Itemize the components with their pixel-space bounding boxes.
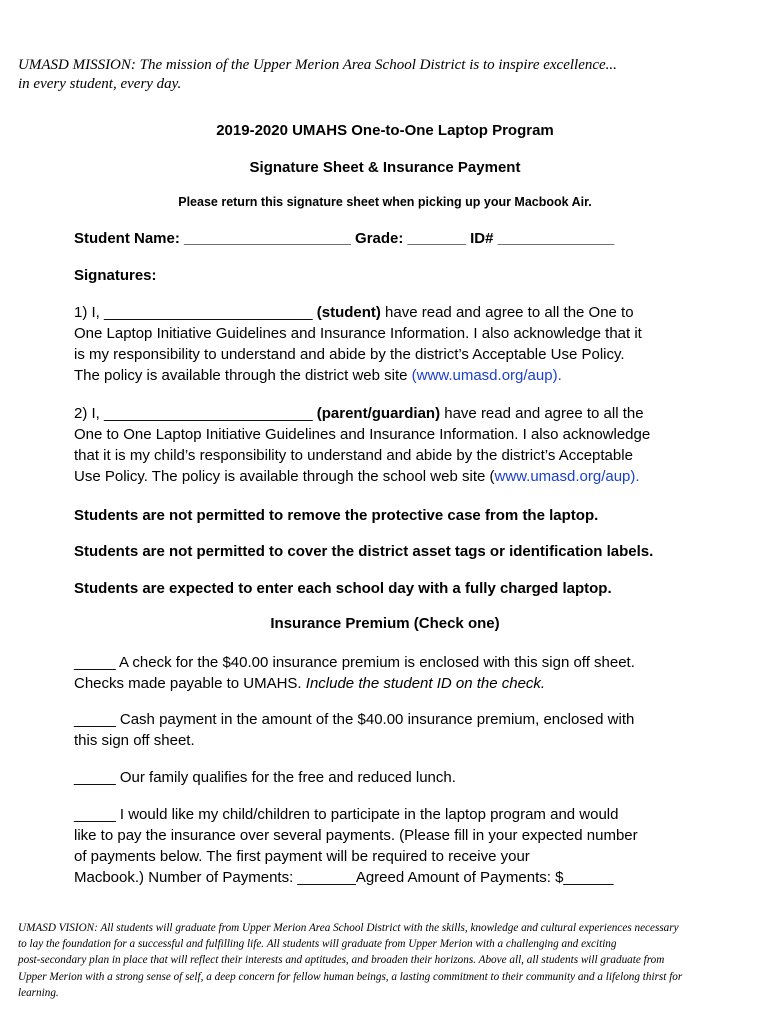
option-payments-line-1: _____ I would like my child/children to participate in the laptop program and would <box>74 806 619 823</box>
parent-signature-line-1 <box>74 403 704 424</box>
insurance-option-check <box>74 652 704 694</box>
insurance-option-free-lunch <box>74 767 704 788</box>
parent-line4-prefix: Use Policy. The policy is available through the school web site ( <box>74 468 495 485</box>
option-payments-line-3: of payments below. The first payment will be required to receive your <box>74 848 530 865</box>
student-signature-prefix: 1) I, _________________________ <box>74 304 317 321</box>
vision-statement <box>18 920 768 1001</box>
student-info-line: Student Name: ____________________ Grade: _______ ID# ______________ <box>74 230 615 247</box>
mission-statement <box>18 56 758 94</box>
mission-line-2: in every student, every day. <box>18 76 182 92</box>
rule-protective-case: Students are not permitted to remove the protective case from the laptop. <box>74 507 599 524</box>
return-note: Please return this signature sheet when picking up your Macbook Air. <box>178 195 592 209</box>
signatures-heading: Signatures: <box>74 267 157 284</box>
vision-line-3: post-secondary plan in place that will reflect their interests and aptitudes, and broaden their horizons. Above all, all students will graduate from <box>18 954 665 967</box>
option-check-line-1: _____ A check for the $40.00 insurance premium is enclosed with this sign off sheet. <box>74 654 635 671</box>
mission-line-1: UMASD MISSION: The mission of the Upper Merion Area School District is to inspire excellence... <box>18 57 617 73</box>
option-free-lunch-line-1: _____ Our family qualifies for the free and reduced lunch. <box>74 769 456 786</box>
option-check-line-2 <box>74 673 704 694</box>
rule-charged-laptop: Students are expected to enter each school day with a fully charged laptop. <box>74 580 612 597</box>
vision-line-5: learning. <box>18 986 59 999</box>
student-signature-line1-rest: have read and agree to all the One to <box>380 304 634 321</box>
option-cash-line-1: _____ Cash payment in the amount of the $40.00 insurance premium, enclosed with <box>74 711 635 728</box>
student-signature-line-2: One Laptop Initiative Guidelines and Insurance Information. I also acknowledge that it <box>74 325 642 342</box>
insurance-option-cash <box>74 709 704 751</box>
option-cash-line-2: this sign off sheet. <box>74 732 195 749</box>
school-aup-link[interactable]: www.umasd.org/aup). <box>494 468 640 485</box>
option-check-note: Include the student ID on the check. <box>305 675 546 692</box>
vision-line-2: to lay the foundation for a successful and fulfilling life. All students will graduate from Upper Merion with a challenging and exciting <box>18 938 617 951</box>
option-check-line2-prefix: Checks made payable to UMAHS. <box>74 675 306 692</box>
vision-line-4: Upper Merion with a strong sense of self, a deep concern for fellow human beings, a lasting commitment to their community and a lifelong thirst for <box>18 970 683 983</box>
vision-line-1: UMASD VISION: All students will graduate from Upper Merion Area School District with the skills, knowledge and cultural experiences necessary <box>18 922 679 934</box>
document-subtitle: Signature Sheet & Insurance Payment <box>249 159 521 176</box>
parent-role-label: (parent/guardian) <box>316 405 441 422</box>
student-signature-paragraph <box>74 302 704 386</box>
parent-signature-paragraph <box>74 403 704 487</box>
parent-signature-line-2: One to One Laptop Initiative Guidelines and Insurance Information. I also acknowledge <box>74 426 651 443</box>
student-signature-line-1 <box>74 302 704 323</box>
option-payments-line-4: Macbook.) Number of Payments: _______Agreed Amount of Payments: $______ <box>74 869 614 886</box>
option-payments-line-2: like to pay the insurance over several payments. (Please fill in your expected number <box>74 827 638 844</box>
parent-signature-line1-rest: have read and agree to all the <box>440 405 644 422</box>
student-signature-line-3: is my responsibility to understand and abide by the district’s Acceptable Use Policy. <box>74 346 625 363</box>
district-aup-link[interactable]: (www.umasd.org/aup). <box>411 367 562 384</box>
rule-asset-tags: Students are not permitted to cover the district asset tags or identification labels. <box>74 543 654 560</box>
student-signature-line-4 <box>74 365 704 386</box>
student-line4-prefix: The policy is available through the district web site <box>74 367 412 384</box>
student-role-label: (student) <box>316 304 381 321</box>
parent-signature-line-4 <box>74 466 704 487</box>
document-title: 2019-2020 UMAHS One-to-One Laptop Program <box>216 122 554 139</box>
insurance-heading: Insurance Premium (Check one) <box>270 615 500 632</box>
parent-signature-prefix: 2) I, _________________________ <box>74 405 317 422</box>
parent-signature-line-3: that it is my child’s responsibility to understand and abide by the district’s Acceptable <box>74 447 633 464</box>
insurance-option-payments <box>74 804 704 888</box>
